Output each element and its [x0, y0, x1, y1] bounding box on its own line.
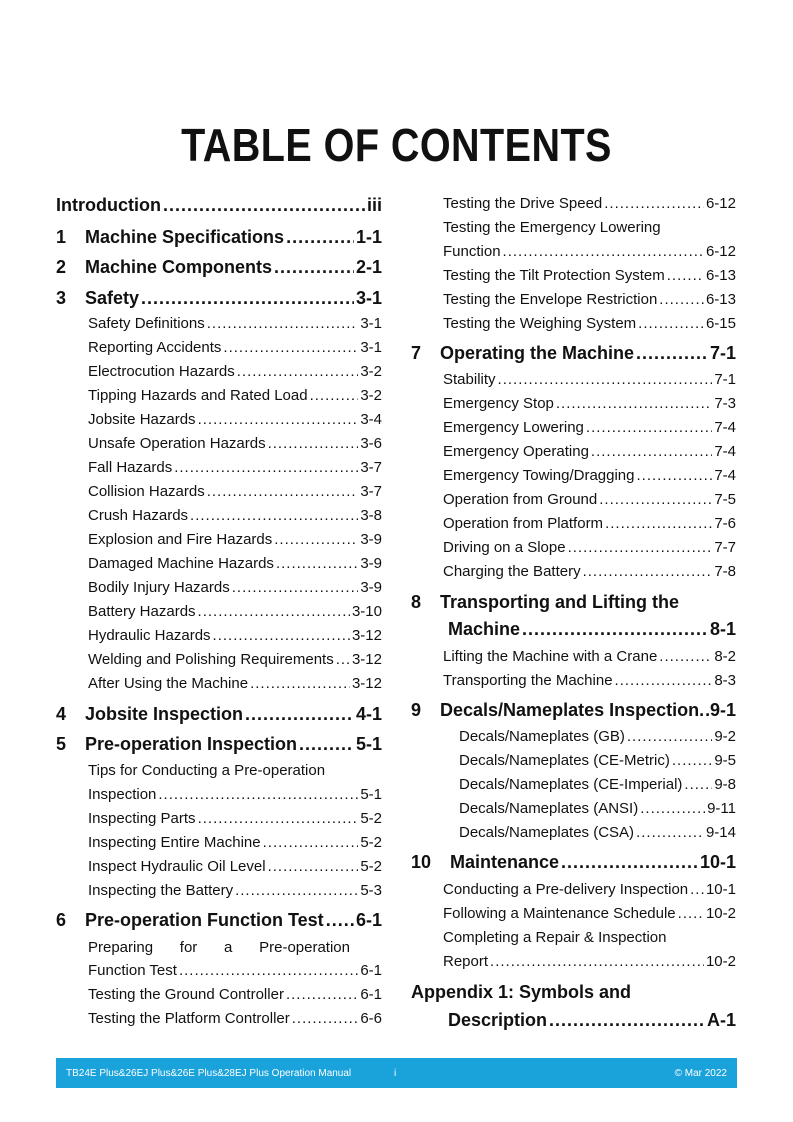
toc-entry[interactable] [443, 443, 736, 460]
footer-date: © Mar 2022 [674, 1068, 727, 1079]
chapter-number: 5 [56, 734, 67, 754]
toc-label: Testing the Ground Controller [88, 986, 284, 1003]
dot-leader [636, 343, 708, 364]
toc-page: 6-12 [705, 243, 736, 260]
toc-entry[interactable] [443, 905, 736, 922]
toc-page: 9-11 [707, 800, 736, 817]
toc-page: 7-7 [714, 539, 736, 556]
toc-page: 9-8 [714, 776, 736, 793]
toc-label: Decals/Nameplates (CSA) [459, 824, 635, 841]
toc-page: 3-6 [360, 435, 382, 452]
dot-leader [561, 852, 698, 873]
toc-entry[interactable] [459, 800, 736, 817]
toc-entry[interactable] [443, 291, 736, 308]
dot-leader [336, 651, 350, 668]
wrap-word: a [224, 939, 233, 956]
toc-entry[interactable] [443, 371, 736, 388]
dot-leader [636, 824, 704, 841]
toc-entry[interactable] [88, 459, 382, 476]
toc-page: 3-2 [360, 387, 382, 404]
toc-entry[interactable] [443, 315, 736, 332]
toc-entry[interactable] [88, 555, 382, 572]
toc-entry[interactable] [443, 243, 736, 260]
dot-leader [586, 419, 712, 436]
toc-label: Function Test [88, 962, 177, 979]
toc-page: 10-2 [705, 905, 736, 922]
dot-leader [235, 882, 358, 899]
toc-entry[interactable] [88, 411, 382, 428]
toc-chapter-9[interactable] [440, 700, 736, 721]
dot-leader [556, 395, 712, 412]
dot-leader [310, 387, 359, 404]
toc-page: 7-6 [714, 515, 736, 532]
toc-page: 9-14 [705, 824, 736, 841]
toc-label: Electrocution Hazards [88, 363, 235, 380]
toc-entry[interactable] [443, 563, 736, 580]
toc-entry[interactable] [88, 786, 382, 803]
toc-chapter-2[interactable] [85, 257, 382, 278]
dot-leader [659, 291, 704, 308]
toc-entry[interactable] [88, 858, 382, 875]
toc-entry[interactable] [88, 1010, 382, 1027]
dot-leader [299, 734, 354, 755]
chapter-number: 7 [411, 343, 422, 363]
wrap-word: Preparing [88, 939, 154, 956]
dot-leader [627, 728, 712, 745]
toc-label: Decals/Nameplates (CE-Imperial) [459, 776, 683, 793]
toc-label: Operating the Machine [440, 343, 635, 363]
chapter-number: 1 [56, 227, 67, 247]
toc-page: 6-12 [705, 195, 736, 212]
toc-chapter-1[interactable] [85, 227, 382, 248]
dot-leader [549, 1010, 705, 1031]
toc-page: 8-3 [714, 672, 736, 689]
toc-entry[interactable] [88, 579, 382, 596]
dot-leader [583, 563, 713, 580]
toc-page: 3-9 [360, 531, 382, 548]
toc-entry[interactable] [443, 491, 736, 508]
toc-label: Testing the Tilt Protection System [443, 267, 665, 284]
toc-page: 3-12 [351, 651, 382, 668]
toc-page: 3-2 [360, 363, 382, 380]
toc-page: 3-9 [360, 579, 382, 596]
toc-label: Testing the Envelope Restriction [443, 291, 658, 308]
toc-entry[interactable] [443, 672, 736, 689]
dot-leader [245, 704, 354, 725]
toc-page: 3-1 [355, 288, 382, 308]
dot-leader [250, 675, 350, 692]
toc-wrap-line[interactable]: Tips for Conducting a Pre-operation [88, 762, 326, 779]
toc-label: Hydraulic Hazards [88, 627, 211, 644]
toc-page: 6-13 [705, 291, 736, 308]
toc-page: iii [366, 195, 382, 215]
dot-leader [232, 579, 359, 596]
toc-page: 2-1 [355, 257, 382, 277]
toc-label: Tipping Hazards and Rated Load [88, 387, 308, 404]
dot-leader [498, 371, 713, 388]
toc-chapter-5[interactable] [85, 734, 382, 755]
toc-label: Machine Specifications [85, 227, 285, 247]
toc-page: 7-5 [714, 491, 736, 508]
toc-entry[interactable] [88, 651, 382, 668]
toc-label: Maintenance [450, 852, 560, 872]
toc-entry[interactable] [443, 395, 736, 412]
toc-page: 3-12 [351, 627, 382, 644]
toc-page: 10-1 [705, 881, 736, 898]
dot-leader [667, 267, 704, 284]
toc-label: Safety [85, 288, 140, 308]
dot-leader [292, 1010, 359, 1027]
toc-entry[interactable] [88, 810, 382, 827]
toc-entry[interactable] [88, 339, 382, 356]
toc-entry[interactable] [88, 507, 382, 524]
toc-page: 5-2 [360, 834, 382, 851]
toc-page: 8-2 [714, 648, 736, 665]
dot-leader [198, 603, 350, 620]
toc-page: 9-5 [714, 752, 736, 769]
dot-leader [615, 672, 713, 689]
chapter-number: 8 [411, 592, 422, 612]
toc-label: Charging the Battery [443, 563, 581, 580]
page-title: TABLE OF CONTENTS [181, 119, 612, 171]
toc-label: Description [448, 1010, 548, 1030]
toc-page: 5-2 [360, 858, 382, 875]
toc-label: Emergency Stop [443, 395, 554, 412]
toc-label: Lifting the Machine with a Crane [443, 648, 658, 665]
toc-entry[interactable] [443, 539, 736, 556]
toc-page: 8-1 [709, 619, 736, 639]
toc-label: After Using the Machine [88, 675, 249, 692]
toc-page: 6-15 [705, 315, 736, 332]
toc-label: Stability [443, 371, 496, 388]
toc-wrap-line[interactable]: Testing the Emergency Lowering [443, 219, 661, 236]
dot-leader [207, 483, 359, 500]
toc-page: 7-1 [714, 371, 736, 388]
toc-label: Report [443, 953, 489, 970]
toc-label: Inspect Hydraulic Oil Level [88, 858, 266, 875]
toc-label: Driving on a Slope [443, 539, 566, 556]
toc-page: 5-1 [360, 786, 382, 803]
dot-leader [274, 531, 358, 548]
wrap-word: Pre-operation [259, 939, 350, 956]
toc-appendix-1[interactable] [448, 1010, 736, 1031]
toc-label: Jobsite Inspection [85, 704, 244, 724]
toc-page: 9-1 [709, 700, 736, 720]
toc-chapter-3[interactable] [85, 288, 382, 309]
toc-entry[interactable] [459, 752, 736, 769]
toc-page: 3-7 [360, 459, 382, 476]
dot-leader [659, 648, 712, 665]
footer-manual-title: TB24E Plus&26EJ Plus&26E Plus&28EJ Plus Operation Manual [66, 1068, 352, 1079]
toc-label: Decals/Nameplates Inspection [440, 700, 700, 720]
dot-leader [699, 700, 710, 721]
toc-entry[interactable] [443, 648, 736, 665]
wrap-word: for [179, 939, 198, 956]
toc-label: Testing the Weighing System [443, 315, 637, 332]
toc-chapter-10[interactable] [450, 852, 736, 873]
toc-label: Explosion and Fire Hazards [88, 531, 273, 548]
chapter-number: 6 [56, 910, 67, 930]
toc-label: Fall Hazards [88, 459, 173, 476]
dot-leader [276, 555, 358, 572]
toc-page: 3-12 [351, 675, 382, 692]
toc-entry[interactable] [443, 467, 736, 484]
toc-entry[interactable] [88, 603, 382, 620]
toc-page: 7-4 [714, 419, 736, 436]
dot-leader [605, 515, 712, 532]
toc-entry[interactable] [88, 483, 382, 500]
dot-leader [207, 315, 359, 332]
toc-entry[interactable] [443, 267, 736, 284]
page-footer [56, 1058, 737, 1088]
toc-entry[interactable] [443, 419, 736, 436]
toc-label: Machine Components [85, 257, 273, 277]
toc-entry[interactable] [88, 435, 382, 452]
toc-page: 3-7 [360, 483, 382, 500]
dot-leader [591, 443, 712, 460]
toc-page: 3-9 [360, 555, 382, 572]
dot-leader [638, 315, 704, 332]
toc-label: Testing the Drive Speed [443, 195, 603, 212]
chapter-number: 2 [56, 257, 67, 277]
toc-entry[interactable] [443, 881, 736, 898]
toc-label: Function [443, 243, 501, 260]
toc-label: Decals/Nameplates (ANSI) [459, 800, 639, 817]
toc-entry[interactable] [88, 315, 382, 332]
toc-entry[interactable] [459, 728, 736, 745]
chapter-number: 3 [56, 288, 67, 308]
toc-chapter-4[interactable] [85, 704, 382, 725]
dot-leader [599, 491, 712, 508]
toc-page: 3-1 [360, 339, 382, 356]
toc-chapter-8[interactable] [448, 619, 736, 640]
footer-page-number: i [394, 1068, 397, 1079]
toc-entry[interactable] [443, 515, 736, 532]
toc-chapter-8-line1[interactable]: Transporting and Lifting the [440, 592, 679, 612]
dot-leader [672, 752, 712, 769]
toc-entry[interactable] [88, 531, 382, 548]
dot-leader [678, 905, 704, 922]
toc-label: Crush Hazards [88, 507, 189, 524]
toc-entry[interactable] [88, 675, 382, 692]
toc-page: 7-4 [714, 467, 736, 484]
toc-label: Emergency Towing/Dragging [443, 467, 635, 484]
dot-leader [223, 339, 358, 356]
toc-label: Operation from Ground [443, 491, 598, 508]
toc-label: Bodily Injury Hazards [88, 579, 230, 596]
toc-page: 6-1 [360, 962, 382, 979]
dot-leader [174, 459, 358, 476]
dot-leader [274, 257, 354, 278]
dot-leader [637, 467, 713, 484]
toc-page: 7-1 [709, 343, 736, 363]
toc-page: 5-2 [360, 810, 382, 827]
toc-label: Jobsite Hazards [88, 411, 196, 428]
toc-label: Safety Definitions [88, 315, 205, 332]
toc-chapter-6[interactable] [85, 910, 382, 931]
toc-page: 6-1 [355, 910, 382, 930]
toc-wrap-line[interactable]: Completing a Repair & Inspection [443, 929, 667, 946]
dot-leader [198, 810, 359, 827]
toc-page: A-1 [706, 1010, 736, 1030]
dot-leader [326, 910, 354, 931]
toc-label: Collision Hazards [88, 483, 205, 500]
toc-entry[interactable] [88, 387, 382, 404]
toc-entry[interactable] [88, 363, 382, 380]
toc-label: Unsafe Operation Hazards [88, 435, 266, 452]
toc-page: 3-10 [351, 603, 382, 620]
toc-page: 6-1 [360, 986, 382, 1003]
toc-entry[interactable] [88, 834, 382, 851]
chapter-number: 4 [56, 704, 67, 724]
toc-page: 5-1 [355, 734, 382, 754]
dot-leader [503, 243, 704, 260]
chapter-number: 9 [411, 700, 422, 720]
dot-leader [179, 962, 358, 979]
toc-label: Damaged Machine Hazards [88, 555, 274, 572]
dot-leader [263, 834, 359, 851]
toc-page: 7-3 [714, 395, 736, 412]
dot-leader [163, 195, 365, 216]
toc-page: 7-4 [714, 443, 736, 460]
dot-leader [690, 881, 704, 898]
dot-leader [286, 227, 354, 248]
toc-entry[interactable] [443, 195, 736, 212]
dot-leader [190, 507, 358, 524]
toc-label: Inspecting Entire Machine [88, 834, 261, 851]
toc-entry[interactable] [459, 824, 736, 841]
dot-leader [286, 986, 358, 1003]
toc-appendix-1-line1[interactable]: Appendix 1: Symbols and [411, 982, 632, 1002]
toc-label: Emergency Lowering [443, 419, 584, 436]
dot-leader [268, 435, 359, 452]
toc-label: Pre-operation Function Test [85, 910, 324, 930]
toc-label: Emergency Operating [443, 443, 589, 460]
toc-label: Reporting Accidents [88, 339, 222, 356]
toc-introduction[interactable] [56, 195, 382, 216]
toc-chapter-7[interactable] [440, 343, 736, 364]
toc-page: 10-1 [699, 852, 736, 872]
toc-page: 6-6 [360, 1010, 382, 1027]
toc-entry[interactable] [88, 986, 382, 1003]
dot-leader [604, 195, 704, 212]
toc-entry[interactable] [88, 962, 382, 979]
toc-label: Inspecting the Battery [88, 882, 234, 899]
dot-leader [522, 619, 708, 640]
toc-label: Conducting a Pre-delivery Inspection [443, 881, 689, 898]
dot-leader [640, 800, 705, 817]
toc-page: 3-4 [360, 411, 382, 428]
dot-leader [684, 776, 712, 793]
toc-page: 4-1 [355, 704, 382, 724]
toc-page: 3-1 [360, 315, 382, 332]
toc-label: Battery Hazards [88, 603, 196, 620]
toc-label: Transporting the Machine [443, 672, 613, 689]
toc-label: Inspecting Parts [88, 810, 196, 827]
toc-label: Following a Maintenance Schedule [443, 905, 676, 922]
toc-label: Operation from Platform [443, 515, 604, 532]
dot-leader [237, 363, 359, 380]
toc-label: Introduction [56, 195, 161, 215]
toc-label: Welding and Polishing Requirements [88, 651, 334, 668]
toc-label: Pre-operation Inspection [85, 734, 298, 754]
dot-leader [268, 858, 359, 875]
toc-wrap-line[interactable] [88, 939, 350, 956]
toc-page: 1-1 [355, 227, 382, 247]
dot-leader [490, 953, 704, 970]
dot-leader [198, 411, 359, 428]
toc-page: 9-2 [714, 728, 736, 745]
toc-label: Machine [448, 619, 521, 639]
dot-leader [141, 288, 354, 309]
dot-leader [568, 539, 713, 556]
dot-leader [158, 786, 358, 803]
toc-label: Inspection [88, 786, 157, 803]
toc-entry[interactable] [88, 627, 382, 644]
toc-label: Testing the Platform Controller [88, 1010, 290, 1027]
toc-page: 7-8 [714, 563, 736, 580]
toc-entry[interactable] [88, 882, 382, 899]
toc-entry[interactable] [459, 776, 736, 793]
toc-entry[interactable] [443, 953, 736, 970]
toc-label: Decals/Nameplates (CE-Metric) [459, 752, 670, 769]
toc-label: Decals/Nameplates (GB) [459, 728, 625, 745]
toc-page: 6-13 [705, 267, 736, 284]
toc-page: 3-8 [360, 507, 382, 524]
chapter-number: 10 [411, 852, 432, 872]
dot-leader [213, 627, 350, 644]
toc-page: 5-3 [360, 882, 382, 899]
toc-page: 10-2 [705, 953, 736, 970]
